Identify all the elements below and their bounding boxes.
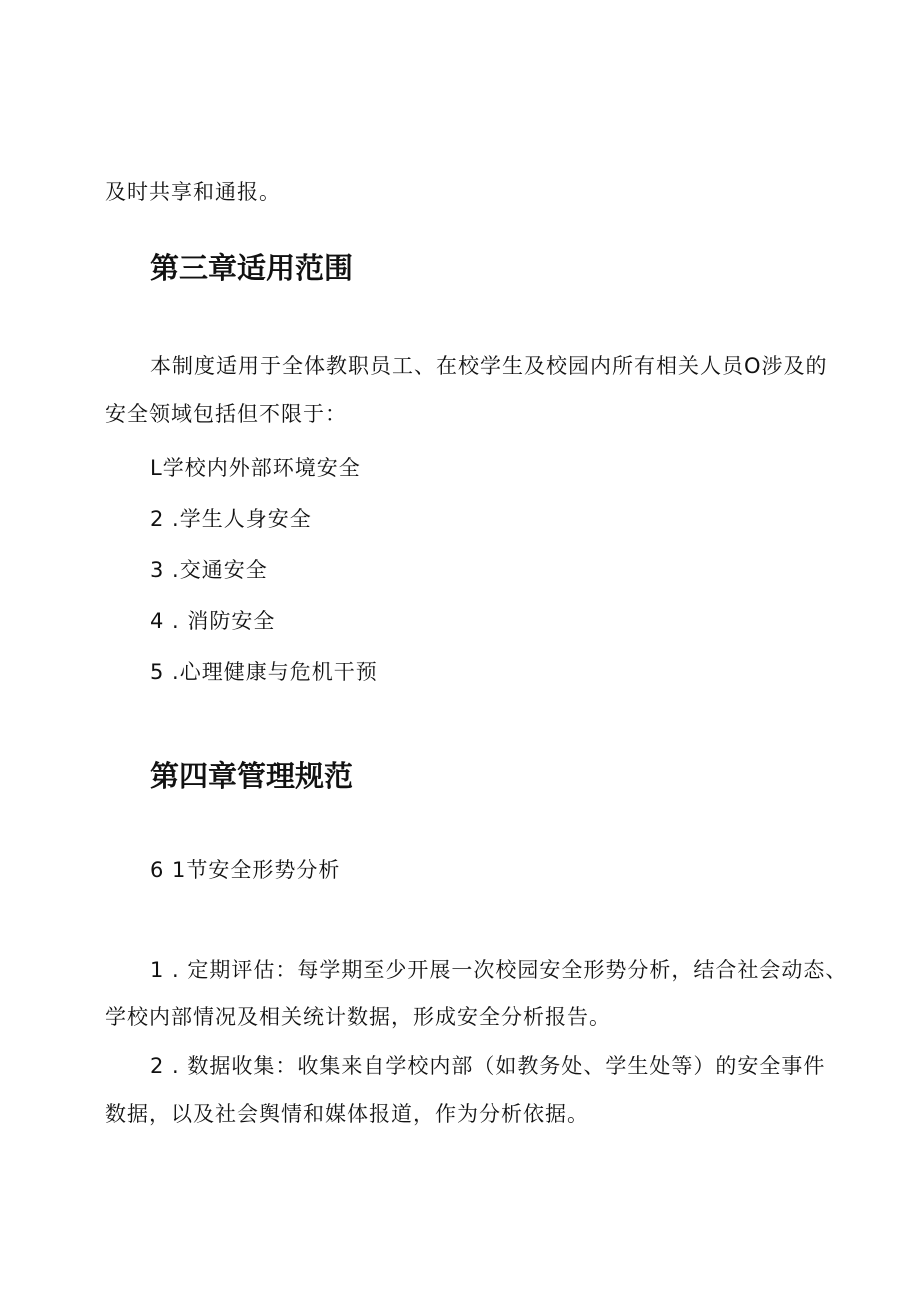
chapter3-paragraph-line2: 安全领域包括但不限于： bbox=[105, 402, 347, 426]
point2-line1: 2 . 数据收集：收集来自学校内部（如教务处、学生处等）的安全事件 bbox=[150, 1054, 826, 1078]
continuation-text: 及时共享和通报。 bbox=[105, 180, 281, 204]
point1-line1: 1 . 定期评估：每学期至少开展一次校园安全形势分析，结合社会动态、 bbox=[150, 958, 848, 982]
chapter3-paragraph-line1: 本制度适用于全体教职员工、在校学生及校园内所有相关人员O涉及的 bbox=[150, 354, 828, 378]
point1-line2: 学校内部情况及相关统计数据，形成安全分析报告。 bbox=[105, 1005, 611, 1029]
scope-item-3: 3 .交通安全 bbox=[150, 558, 268, 582]
point2-line2: 数据，以及社会舆情和媒体报道，作为分析依据。 bbox=[105, 1102, 589, 1126]
scope-item-5: 5 .心理健康与危机干预 bbox=[150, 660, 378, 684]
section-title: 6 1节安全形势分析 bbox=[150, 858, 341, 882]
scope-item-1: L学校内外部环境安全 bbox=[150, 456, 361, 480]
chapter3-title: 第三章适用范围 bbox=[150, 251, 354, 285]
scope-item-2: 2 .学生人身安全 bbox=[150, 507, 312, 531]
scope-item-4: 4 . 消防安全 bbox=[150, 609, 276, 633]
chapter4-title: 第四章管理规范 bbox=[150, 759, 354, 793]
